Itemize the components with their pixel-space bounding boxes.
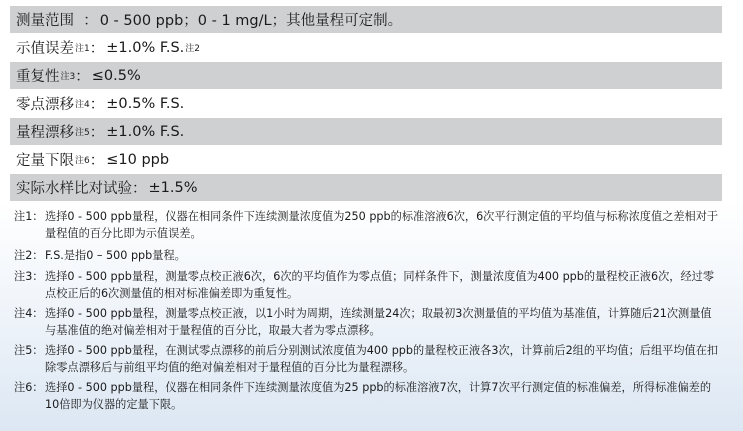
- spec-separator: ：: [89, 97, 105, 113]
- spec-label: 零点漂移: [16, 97, 74, 113]
- note-text: F.S.是指0 – 500 ppb量程。: [45, 249, 186, 262]
- spec-separator: ：: [89, 41, 105, 57]
- note-tag: 注5：: [14, 344, 44, 357]
- spec-label: 示值误差: [16, 41, 74, 57]
- spec-value: ≤10 ppb: [106, 151, 170, 168]
- spec-value: ±1.0% F.S.: [106, 123, 185, 140]
- spec-row-zero-drift: [10, 90, 722, 117]
- spec-label: 测量范围: [16, 13, 74, 29]
- spec-label: 重复性: [16, 69, 60, 85]
- note-item-5: [14, 342, 720, 376]
- spec-separator: ：: [132, 181, 147, 197]
- note-ref: 注6: [75, 156, 90, 166]
- spec-separator: ：: [75, 69, 90, 85]
- spec-label: 定量下限: [16, 153, 74, 169]
- note-ref: 注1: [75, 44, 90, 54]
- note-text: 选择0 - 500 ppb量程，在测试零点漂移的前后分别测试浓度值为400 ppb的量程校正液各3次，计算前后2组的平均值；后组平均值在扣除零点漂移后与前组平均值的绝对偏差相对于量程值的百分比为量程漂移。: [45, 344, 719, 374]
- note-ref: 注2: [185, 44, 200, 54]
- spec-row-indication-error: [10, 34, 722, 61]
- spec-value: ≤0.5%: [91, 67, 141, 84]
- spec-value: ±1.0% F.S.: [106, 39, 185, 56]
- note-text: 选择0 - 500 ppb量程，仪器在相同条件下连续测量浓度值为25 ppb的标准溶液7次，计算7次平行测定值的标准偏差，所得标准偏差的10倍即为仪器的定量下限。: [45, 381, 712, 411]
- note-text: 选择0 - 500 ppb量程，测量零点校正液6次，6次的平均值作为零点值；同样条件下，测量浓度值为400 ppb的量程校正液6次，经过零点校正后的6次测量值的相对标准偏差即为重复性。: [45, 270, 715, 300]
- note-ref: 注4: [75, 100, 90, 110]
- spec-value: ±1.5%: [148, 179, 198, 196]
- spec-value: 0 - 500 ppb；0 - 1 mg/L；其他量程可定制。: [99, 13, 403, 29]
- spec-separator: ：: [89, 125, 105, 141]
- note-item-4: [14, 305, 720, 339]
- note-text: 选择0 - 500 ppb量程，测量零点校正液，以1小时为周期，连续测量24次；取最初3次测量值的平均值为基准值，计算随后21次测量值与基准值的绝对偏差相对于量程值的百分比，取最大者为零点漂移。: [45, 307, 712, 337]
- spec-row-range: [10, 6, 722, 33]
- note-item-3: [14, 268, 720, 302]
- notes-section: [0, 202, 743, 431]
- spec-label: 实际水样比对试验: [16, 181, 132, 197]
- note-ref: 注5: [75, 128, 90, 138]
- spec-row-repeatability: [10, 62, 722, 89]
- spec-separator: ：: [89, 153, 105, 169]
- note-tag: 注4：: [14, 307, 44, 320]
- note-item-6: [14, 379, 720, 413]
- note-ref: 注3: [60, 72, 76, 82]
- spec-row-lower-limit: [10, 146, 722, 173]
- spec-value: ±0.5% F.S.: [106, 95, 185, 112]
- spec-separator: ：: [74, 13, 98, 29]
- spec-label: 量程漂移: [16, 125, 74, 141]
- note-text: 选择0 - 500 ppb量程，仪器在相同条件下连续测量浓度值为250 ppb的标准溶液6次，6次平行测定值的平均值与标称浓度值之差相对于量程值的百分比即为示值误差。: [45, 210, 719, 240]
- note-tag: 注3：: [14, 270, 44, 283]
- note-tag: 注1：: [14, 210, 44, 223]
- note-tag: 注6：: [14, 381, 44, 394]
- note-tag: 注2：: [14, 249, 44, 262]
- note-item-1: [14, 208, 720, 242]
- spec-row-span-drift: [10, 118, 722, 145]
- spec-row-sample-comparison: [10, 174, 722, 201]
- spec-table: [10, 6, 722, 201]
- note-item-2: [14, 247, 720, 264]
